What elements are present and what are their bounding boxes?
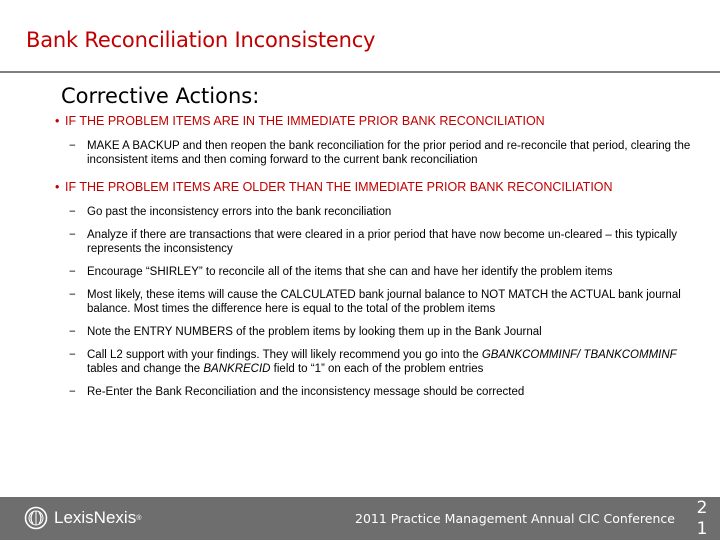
dash-marker: − [69, 229, 76, 241]
sub-item [55, 288, 707, 316]
slide-title: Bank Reconciliation Inconsistency [26, 28, 376, 52]
content-area [55, 111, 707, 399]
sub-item-text-part: field to “1” on each of the problem entries [270, 363, 484, 375]
dash-marker: − [69, 326, 76, 338]
dash-marker: − [69, 349, 76, 361]
sub-item-text: Go past the inconsistency errors into the bank reconciliation [87, 206, 392, 218]
sub-item [55, 385, 707, 399]
bullet-text: IF THE PROBLEM ITEMS ARE OLDER THAN THE IMMEDIATE PRIOR BANK RECONCILIATION [65, 180, 613, 194]
sub-item [55, 265, 707, 279]
title-divider [0, 71, 720, 73]
bullet-item [55, 113, 707, 129]
sub-item-text: Encourage “SHIRLEY” to reconcile all of the items that she can and have her identify the problem items [87, 266, 613, 278]
lexisnexis-emblem-icon [24, 506, 48, 530]
sub-item [55, 325, 707, 339]
sub-item-text: MAKE A BACKUP and then reopen the bank reconciliation for the prior period and re-reconcile that period, clearing the inconsistent items and then coming forward to the current bank reconciliation [87, 140, 691, 166]
sub-item-text-part: tables and change the [87, 363, 204, 375]
sub-item [55, 348, 707, 376]
sub-item-text: Most likely, these items will cause the CALCULATED bank journal balance to NOT MATCH the ACTUAL bank journal balance. Most times the difference here is equal to the total of the problem items [87, 289, 681, 315]
bullet-marker: • [55, 114, 60, 128]
logo-text: LexisNexis [54, 508, 137, 527]
page-number: 2 1 [696, 498, 708, 539]
table-names: GBANKCOMMINF/ TBANKCOMMINF [481, 349, 677, 361]
sub-item-text: Note the ENTRY NUMBERS of the problem items by looking them up in the Bank Journal [87, 326, 542, 338]
dash-marker: − [69, 140, 76, 152]
dash-marker: − [69, 206, 76, 218]
sub-item-text: Analyze if there are transactions that were cleared in a prior period that have now become un-cleared – this typically represents the inconsistency [87, 229, 678, 255]
dash-marker: − [69, 289, 76, 301]
dash-marker: − [69, 266, 76, 278]
sub-item-text [87, 349, 677, 375]
logo-trademark: ® [136, 514, 142, 522]
bullet-item [55, 179, 707, 195]
sub-item-text-part: Call L2 support with your findings. They will likely recommend you go into the [87, 349, 482, 361]
slide-subtitle: Corrective Actions: [61, 84, 260, 108]
bullet-text: IF THE PROBLEM ITEMS ARE IN THE IMMEDIATE PRIOR BANK RECONCILIATION [65, 114, 545, 128]
footer-bar [0, 497, 720, 540]
conference-name: 2011 Practice Management Annual CIC Conference [355, 511, 675, 526]
sub-item [55, 205, 707, 219]
sub-item [55, 139, 707, 167]
lexisnexis-logo [24, 506, 141, 530]
sub-item [55, 228, 707, 256]
sub-item-text: Re-Enter the Bank Reconciliation and the inconsistency message should be corrected [87, 386, 525, 398]
field-name: BANKRECID [203, 363, 271, 375]
dash-marker: − [69, 386, 76, 398]
bullet-marker: • [55, 180, 60, 194]
